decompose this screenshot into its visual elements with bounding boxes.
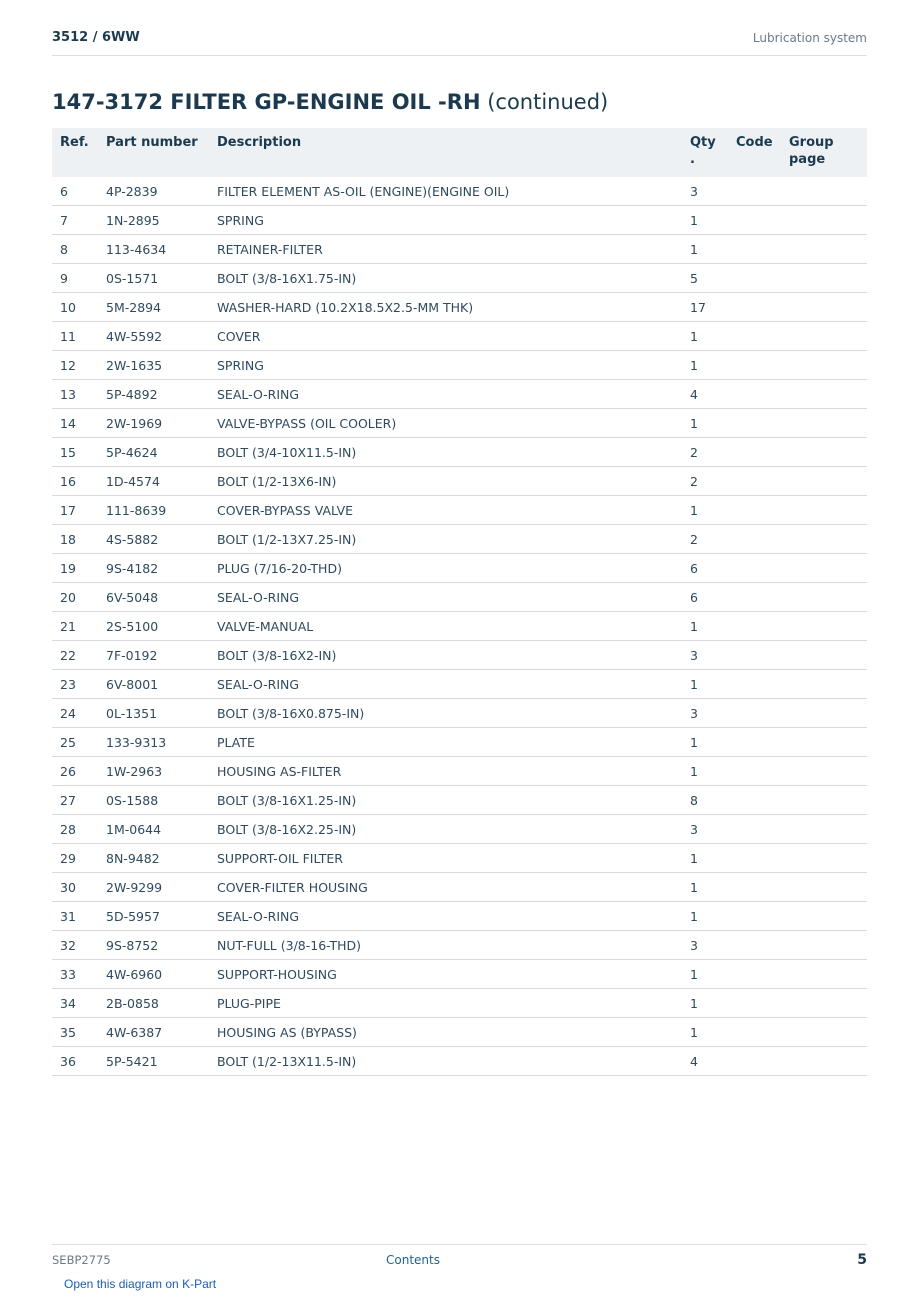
part-number-cell: 0S-1571 [98, 264, 209, 293]
part-number-cell: 9S-8752 [98, 931, 209, 960]
group-page-cell [781, 496, 867, 525]
part-number-cell: 2W-9299 [98, 873, 209, 902]
ref-cell: 17 [52, 496, 98, 525]
part-number-cell: 1M-0644 [98, 815, 209, 844]
code-cell [728, 583, 781, 612]
table-row [52, 322, 867, 351]
group-page-cell [781, 989, 867, 1018]
code-cell [728, 1047, 781, 1076]
ref-cell: 32 [52, 931, 98, 960]
table-row [52, 583, 867, 612]
ref-cell: 18 [52, 525, 98, 554]
part-number-cell: 6V-8001 [98, 670, 209, 699]
group-page-cell [781, 757, 867, 786]
group-page-cell [781, 206, 867, 235]
qty-cell: 2 [682, 525, 728, 554]
code-cell [728, 786, 781, 815]
code-cell [728, 699, 781, 728]
group-page-cell [781, 438, 867, 467]
description-cell: WASHER-HARD (10.2X18.5X2.5-MM THK) [209, 293, 682, 322]
table-row [52, 1018, 867, 1047]
part-number-cell: 5D-5957 [98, 902, 209, 931]
description-cell: BOLT (3/8-16X1.75-IN) [209, 264, 682, 293]
model-label: 3512 / 6WW [52, 30, 140, 45]
code-cell [728, 322, 781, 351]
ref-cell: 30 [52, 873, 98, 902]
table-row [52, 641, 867, 670]
table-row [52, 670, 867, 699]
qty-header-line1: Qty [690, 135, 716, 150]
part-number-cell: 4W-5592 [98, 322, 209, 351]
qty-cell: 1 [682, 844, 728, 873]
code-cell [728, 409, 781, 438]
table-row [52, 931, 867, 960]
ref-cell: 19 [52, 554, 98, 583]
code-cell [728, 554, 781, 583]
part-number-cell: 0S-1588 [98, 786, 209, 815]
description-cell: COVER [209, 322, 682, 351]
group-page-cell [781, 467, 867, 496]
qty-cell: 4 [682, 1047, 728, 1076]
ref-cell: 11 [52, 322, 98, 351]
code-cell [728, 351, 781, 380]
group-page-cell [781, 786, 867, 815]
qty-cell: 5 [682, 264, 728, 293]
group-page-cell [781, 235, 867, 264]
code-cell [728, 380, 781, 409]
ref-cell: 14 [52, 409, 98, 438]
table-row [52, 380, 867, 409]
part-number-cell: 1W-2963 [98, 757, 209, 786]
description-cell: NUT-FULL (3/8-16-THD) [209, 931, 682, 960]
table-row [52, 815, 867, 844]
group-page-cell [781, 1018, 867, 1047]
ref-cell: 35 [52, 1018, 98, 1047]
qty-cell: 2 [682, 438, 728, 467]
qty-cell: 6 [682, 583, 728, 612]
table-row [52, 728, 867, 757]
part-number-cell: 4W-6387 [98, 1018, 209, 1047]
title-main: 147-3172 FILTER GP-ENGINE OIL -RH [52, 90, 481, 114]
group-page-cell [781, 409, 867, 438]
code-cell [728, 728, 781, 757]
ref-cell: 23 [52, 670, 98, 699]
qty-cell: 3 [682, 931, 728, 960]
part-number-cell: 9S-4182 [98, 554, 209, 583]
col-header-qty [682, 128, 728, 177]
qty-cell: 1 [682, 351, 728, 380]
table-row [52, 612, 867, 641]
qty-cell: 1 [682, 1018, 728, 1047]
code-cell [728, 525, 781, 554]
page-header [52, 28, 867, 56]
ref-cell: 34 [52, 989, 98, 1018]
ref-cell: 16 [52, 467, 98, 496]
code-cell [728, 989, 781, 1018]
qty-header-line2: . [690, 152, 695, 167]
qty-cell: 2 [682, 467, 728, 496]
section-label: Lubrication system [752, 31, 867, 45]
table-header-row [52, 128, 867, 177]
col-header-ref: Ref. [60, 135, 89, 150]
group-page-cell [781, 554, 867, 583]
description-cell: COVER-FILTER HOUSING [209, 873, 682, 902]
description-cell: HOUSING AS (BYPASS) [209, 1018, 682, 1047]
group-page-cell [781, 612, 867, 641]
part-number-cell: 0L-1351 [98, 699, 209, 728]
col-header-group-page [781, 128, 867, 177]
code-cell [728, 612, 781, 641]
group-page-cell [781, 351, 867, 380]
description-cell: SUPPORT-OIL FILTER [209, 844, 682, 873]
description-cell: BOLT (3/4-10X11.5-IN) [209, 438, 682, 467]
description-cell: PLUG (7/16-20-THD) [209, 554, 682, 583]
description-cell: SPRING [209, 206, 682, 235]
description-cell: BOLT (1/2-13X11.5-IN) [209, 1047, 682, 1076]
qty-cell: 1 [682, 960, 728, 989]
qty-cell: 1 [682, 873, 728, 902]
description-cell: FILTER ELEMENT AS-OIL (ENGINE)(ENGINE OIL) [209, 177, 682, 206]
table-row [52, 293, 867, 322]
part-number-cell: 4S-5882 [98, 525, 209, 554]
part-number-cell: 8N-9482 [98, 844, 209, 873]
ref-cell: 31 [52, 902, 98, 931]
description-cell: BOLT (3/8-16X0.875-IN) [209, 699, 682, 728]
table-row [52, 844, 867, 873]
part-number-cell: 1N-2895 [98, 206, 209, 235]
description-cell: SEAL-O-RING [209, 380, 682, 409]
part-number-cell: 4P-2839 [98, 177, 209, 206]
group-page-cell [781, 902, 867, 931]
group-page-cell [781, 525, 867, 554]
ref-cell: 25 [52, 728, 98, 757]
description-cell: PLATE [209, 728, 682, 757]
code-cell [728, 873, 781, 902]
group-page-cell [781, 931, 867, 960]
description-cell: RETAINER-FILTER [209, 235, 682, 264]
parts-table [52, 128, 867, 1076]
code-cell [728, 641, 781, 670]
description-cell: SEAL-O-RING [209, 670, 682, 699]
code-cell [728, 902, 781, 931]
col-header-description: Description [217, 135, 302, 150]
ref-cell: 28 [52, 815, 98, 844]
part-number-cell: 7F-0192 [98, 641, 209, 670]
table-row [52, 960, 867, 989]
ref-cell: 15 [52, 438, 98, 467]
qty-cell: 3 [682, 699, 728, 728]
part-number-cell: 5P-4624 [98, 438, 209, 467]
group-page-cell [781, 380, 867, 409]
description-cell: VALVE-BYPASS (OIL COOLER) [209, 409, 682, 438]
table-row [52, 757, 867, 786]
part-number-cell: 1D-4574 [98, 467, 209, 496]
group-page-cell [781, 960, 867, 989]
col-header-code: Code [736, 135, 773, 150]
table-row [52, 438, 867, 467]
page-number: 5 [857, 1252, 867, 1268]
description-cell: BOLT (1/2-13X7.25-IN) [209, 525, 682, 554]
part-number-cell: 133-9313 [98, 728, 209, 757]
group-page-cell [781, 177, 867, 206]
qty-cell: 1 [682, 989, 728, 1018]
code-cell [728, 931, 781, 960]
qty-cell: 3 [682, 177, 728, 206]
group-page-cell [781, 699, 867, 728]
qty-cell: 3 [682, 815, 728, 844]
description-cell: BOLT (3/8-16X2.25-IN) [209, 815, 682, 844]
qty-cell: 1 [682, 235, 728, 264]
group-page-cell [781, 728, 867, 757]
group-page-cell [781, 583, 867, 612]
part-number-cell: 2B-0858 [98, 989, 209, 1018]
ref-cell: 26 [52, 757, 98, 786]
group-page-cell [781, 670, 867, 699]
code-cell [728, 467, 781, 496]
ref-cell: 22 [52, 641, 98, 670]
qty-cell: 6 [682, 554, 728, 583]
code-cell [728, 496, 781, 525]
qty-cell: 1 [682, 902, 728, 931]
table-row [52, 467, 867, 496]
ref-cell: 9 [52, 264, 98, 293]
table-row [52, 525, 867, 554]
kpart-diagram-link[interactable]: Open this diagram on K-Part [64, 1277, 217, 1291]
code-cell [728, 1018, 781, 1047]
part-number-cell: 111-8639 [98, 496, 209, 525]
part-number-cell: 5M-2894 [98, 293, 209, 322]
code-cell [728, 960, 781, 989]
description-cell: BOLT (3/8-16X2-IN) [209, 641, 682, 670]
part-number-cell: 6V-5048 [98, 583, 209, 612]
qty-cell: 17 [682, 293, 728, 322]
group-header-line2: page [789, 152, 826, 167]
ref-cell: 33 [52, 960, 98, 989]
part-number-cell: 5P-4892 [98, 380, 209, 409]
description-cell: HOUSING AS-FILTER [209, 757, 682, 786]
code-cell [728, 235, 781, 264]
part-number-cell: 4W-6960 [98, 960, 209, 989]
description-cell: SUPPORT-HOUSING [209, 960, 682, 989]
footer-divider [52, 1244, 867, 1245]
part-number-cell: 2S-5100 [98, 612, 209, 641]
qty-cell: 1 [682, 757, 728, 786]
ref-cell: 8 [52, 235, 98, 264]
table-row [52, 786, 867, 815]
ref-cell: 20 [52, 583, 98, 612]
description-cell: VALVE-MANUAL [209, 612, 682, 641]
part-number-cell: 2W-1969 [98, 409, 209, 438]
qty-cell: 3 [682, 641, 728, 670]
qty-cell: 1 [682, 612, 728, 641]
ref-cell: 6 [52, 177, 98, 206]
description-cell: SEAL-O-RING [209, 902, 682, 931]
code-cell [728, 670, 781, 699]
ref-cell: 29 [52, 844, 98, 873]
code-cell [728, 264, 781, 293]
col-header-part-number: Part number [106, 135, 198, 150]
table-row [52, 554, 867, 583]
qty-cell: 4 [682, 380, 728, 409]
ref-cell: 36 [52, 1047, 98, 1076]
qty-cell: 1 [682, 496, 728, 525]
code-cell [728, 177, 781, 206]
document-id: SEBP2775 [52, 1253, 111, 1267]
table-row [52, 699, 867, 728]
ref-cell: 24 [52, 699, 98, 728]
table-row [52, 177, 867, 206]
group-header-line1: Group [789, 135, 834, 150]
ref-cell: 27 [52, 786, 98, 815]
ref-cell: 12 [52, 351, 98, 380]
part-number-cell: 2W-1635 [98, 351, 209, 380]
group-page-cell [781, 844, 867, 873]
group-page-cell [781, 264, 867, 293]
part-number-cell: 113-4634 [98, 235, 209, 264]
group-page-cell [781, 293, 867, 322]
title-suffix: (continued) [480, 90, 609, 114]
description-cell: BOLT (3/8-16X1.25-IN) [209, 786, 682, 815]
qty-cell: 1 [682, 728, 728, 757]
table-row [52, 235, 867, 264]
description-cell: SPRING [209, 351, 682, 380]
description-cell: BOLT (1/2-13X6-IN) [209, 467, 682, 496]
code-cell [728, 757, 781, 786]
ref-cell: 21 [52, 612, 98, 641]
code-cell [728, 844, 781, 873]
page-title [52, 90, 608, 114]
qty-cell: 1 [682, 206, 728, 235]
ref-cell: 13 [52, 380, 98, 409]
description-cell: PLUG-PIPE [209, 989, 682, 1018]
table-row [52, 206, 867, 235]
table-row [52, 496, 867, 525]
table-row [52, 989, 867, 1018]
table-row [52, 409, 867, 438]
group-page-cell [781, 815, 867, 844]
table-row [52, 351, 867, 380]
table-row [52, 902, 867, 931]
description-cell: SEAL-O-RING [209, 583, 682, 612]
qty-cell: 1 [682, 322, 728, 351]
group-page-cell [781, 1047, 867, 1076]
group-page-cell [781, 641, 867, 670]
ref-cell: 7 [52, 206, 98, 235]
code-cell [728, 438, 781, 467]
qty-cell: 1 [682, 670, 728, 699]
table-row [52, 1047, 867, 1076]
table-row [52, 873, 867, 902]
qty-cell: 8 [682, 786, 728, 815]
ref-cell: 10 [52, 293, 98, 322]
contents-link[interactable]: Contents [386, 1253, 440, 1267]
code-cell [728, 206, 781, 235]
group-page-cell [781, 873, 867, 902]
table-row [52, 264, 867, 293]
part-number-cell: 5P-5421 [98, 1047, 209, 1076]
code-cell [728, 815, 781, 844]
group-page-cell [781, 322, 867, 351]
code-cell [728, 293, 781, 322]
qty-cell: 1 [682, 409, 728, 438]
description-cell: COVER-BYPASS VALVE [209, 496, 682, 525]
